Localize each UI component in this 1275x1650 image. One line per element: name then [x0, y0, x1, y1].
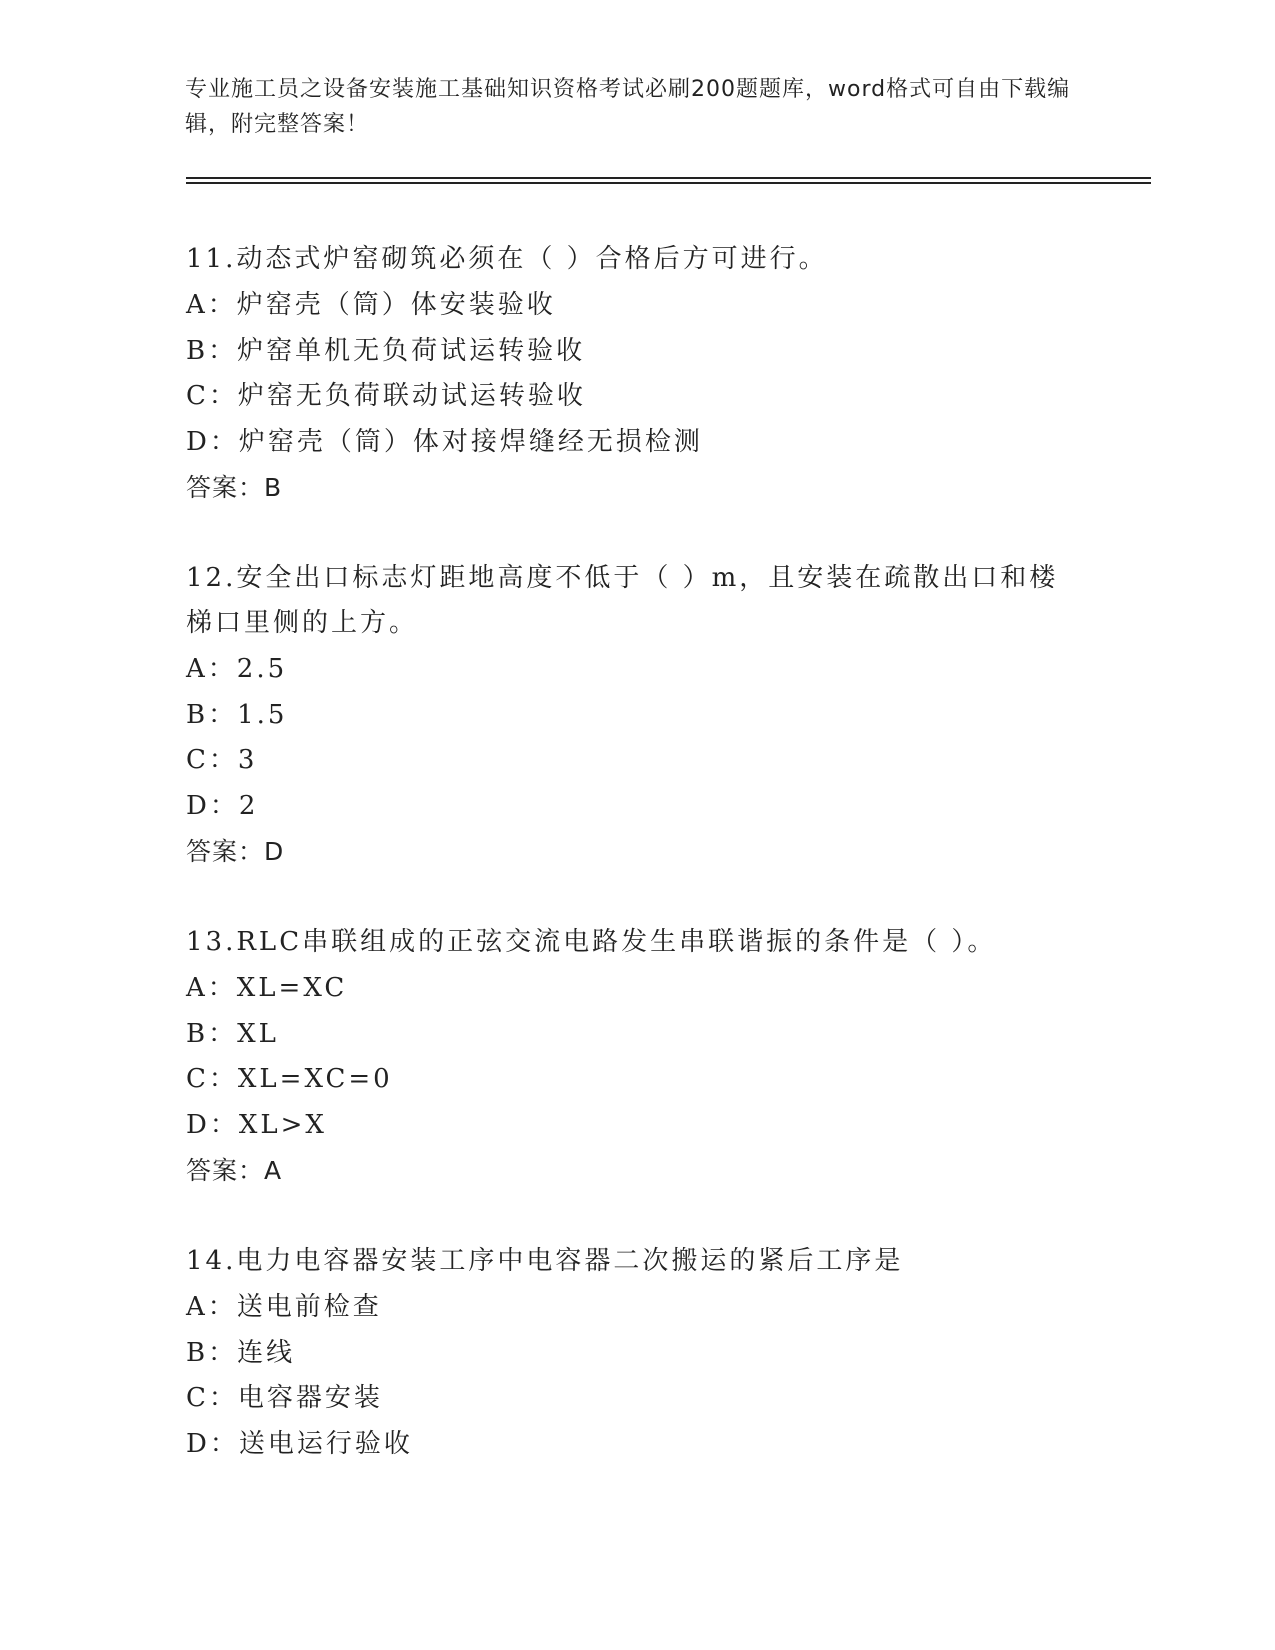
option-b: B：1.5: [186, 699, 288, 730]
header-divider-top: [186, 177, 1151, 179]
document-header: [185, 72, 1085, 142]
option-a: A：2.5: [186, 654, 288, 684]
header-title: 专业施工员之设备安装施工基础知识资格考试必刷200题题库，word格式可自由下载编辑，附完整答案！: [185, 77, 1071, 137]
option-b: B：连线: [186, 1337, 296, 1368]
question-stem: 14.电力电容器安装工序中电容器二次搬运的紧后工序是: [186, 1246, 904, 1276]
question-13: [186, 920, 1086, 1193]
option-c: C：XL=XC=0: [186, 1064, 393, 1094]
answer-label: 答案：B: [186, 473, 283, 502]
answer-label: 答案：D: [186, 837, 285, 866]
question-12: [186, 556, 1086, 874]
question-stem: 12.安全出口标志灯距地高度不低于（ ）m，且安装在疏散出口和楼梯口里侧的上方。: [186, 563, 1059, 638]
question-stem: 11.动态式炉窑砌筑必须在（ ）合格后方可进行。: [186, 244, 828, 274]
header-divider-bottom: [186, 182, 1151, 184]
option-a: A：XL=XC: [186, 973, 348, 1003]
question-stem: 13.RLC串联组成的正弦交流电路发生串联谐振的条件是（ ）。: [186, 927, 997, 957]
option-c: C：电容器安装: [186, 1383, 383, 1413]
option-d: D：炉窑壳（筒）体对接焊缝经无损检测: [186, 426, 703, 457]
question-14: [186, 1239, 1086, 1467]
option-c: C：炉窑无负荷联动试运转验收: [186, 381, 586, 411]
option-d: D：送电运行验收: [186, 1428, 413, 1459]
option-b: B：炉窑单机无负荷试运转验收: [186, 335, 586, 366]
answer-label: 答案：A: [186, 1156, 283, 1185]
option-b: B：XL: [186, 1018, 279, 1049]
option-c: C：3: [186, 745, 258, 775]
question-list: [186, 237, 1086, 1513]
option-d: D：2: [186, 790, 259, 821]
option-a: A：送电前检查: [186, 1292, 382, 1322]
question-11: [186, 237, 1086, 510]
option-a: A：炉窑壳（筒）体安装验收: [186, 290, 556, 320]
option-d: D：XL>X: [186, 1109, 327, 1140]
